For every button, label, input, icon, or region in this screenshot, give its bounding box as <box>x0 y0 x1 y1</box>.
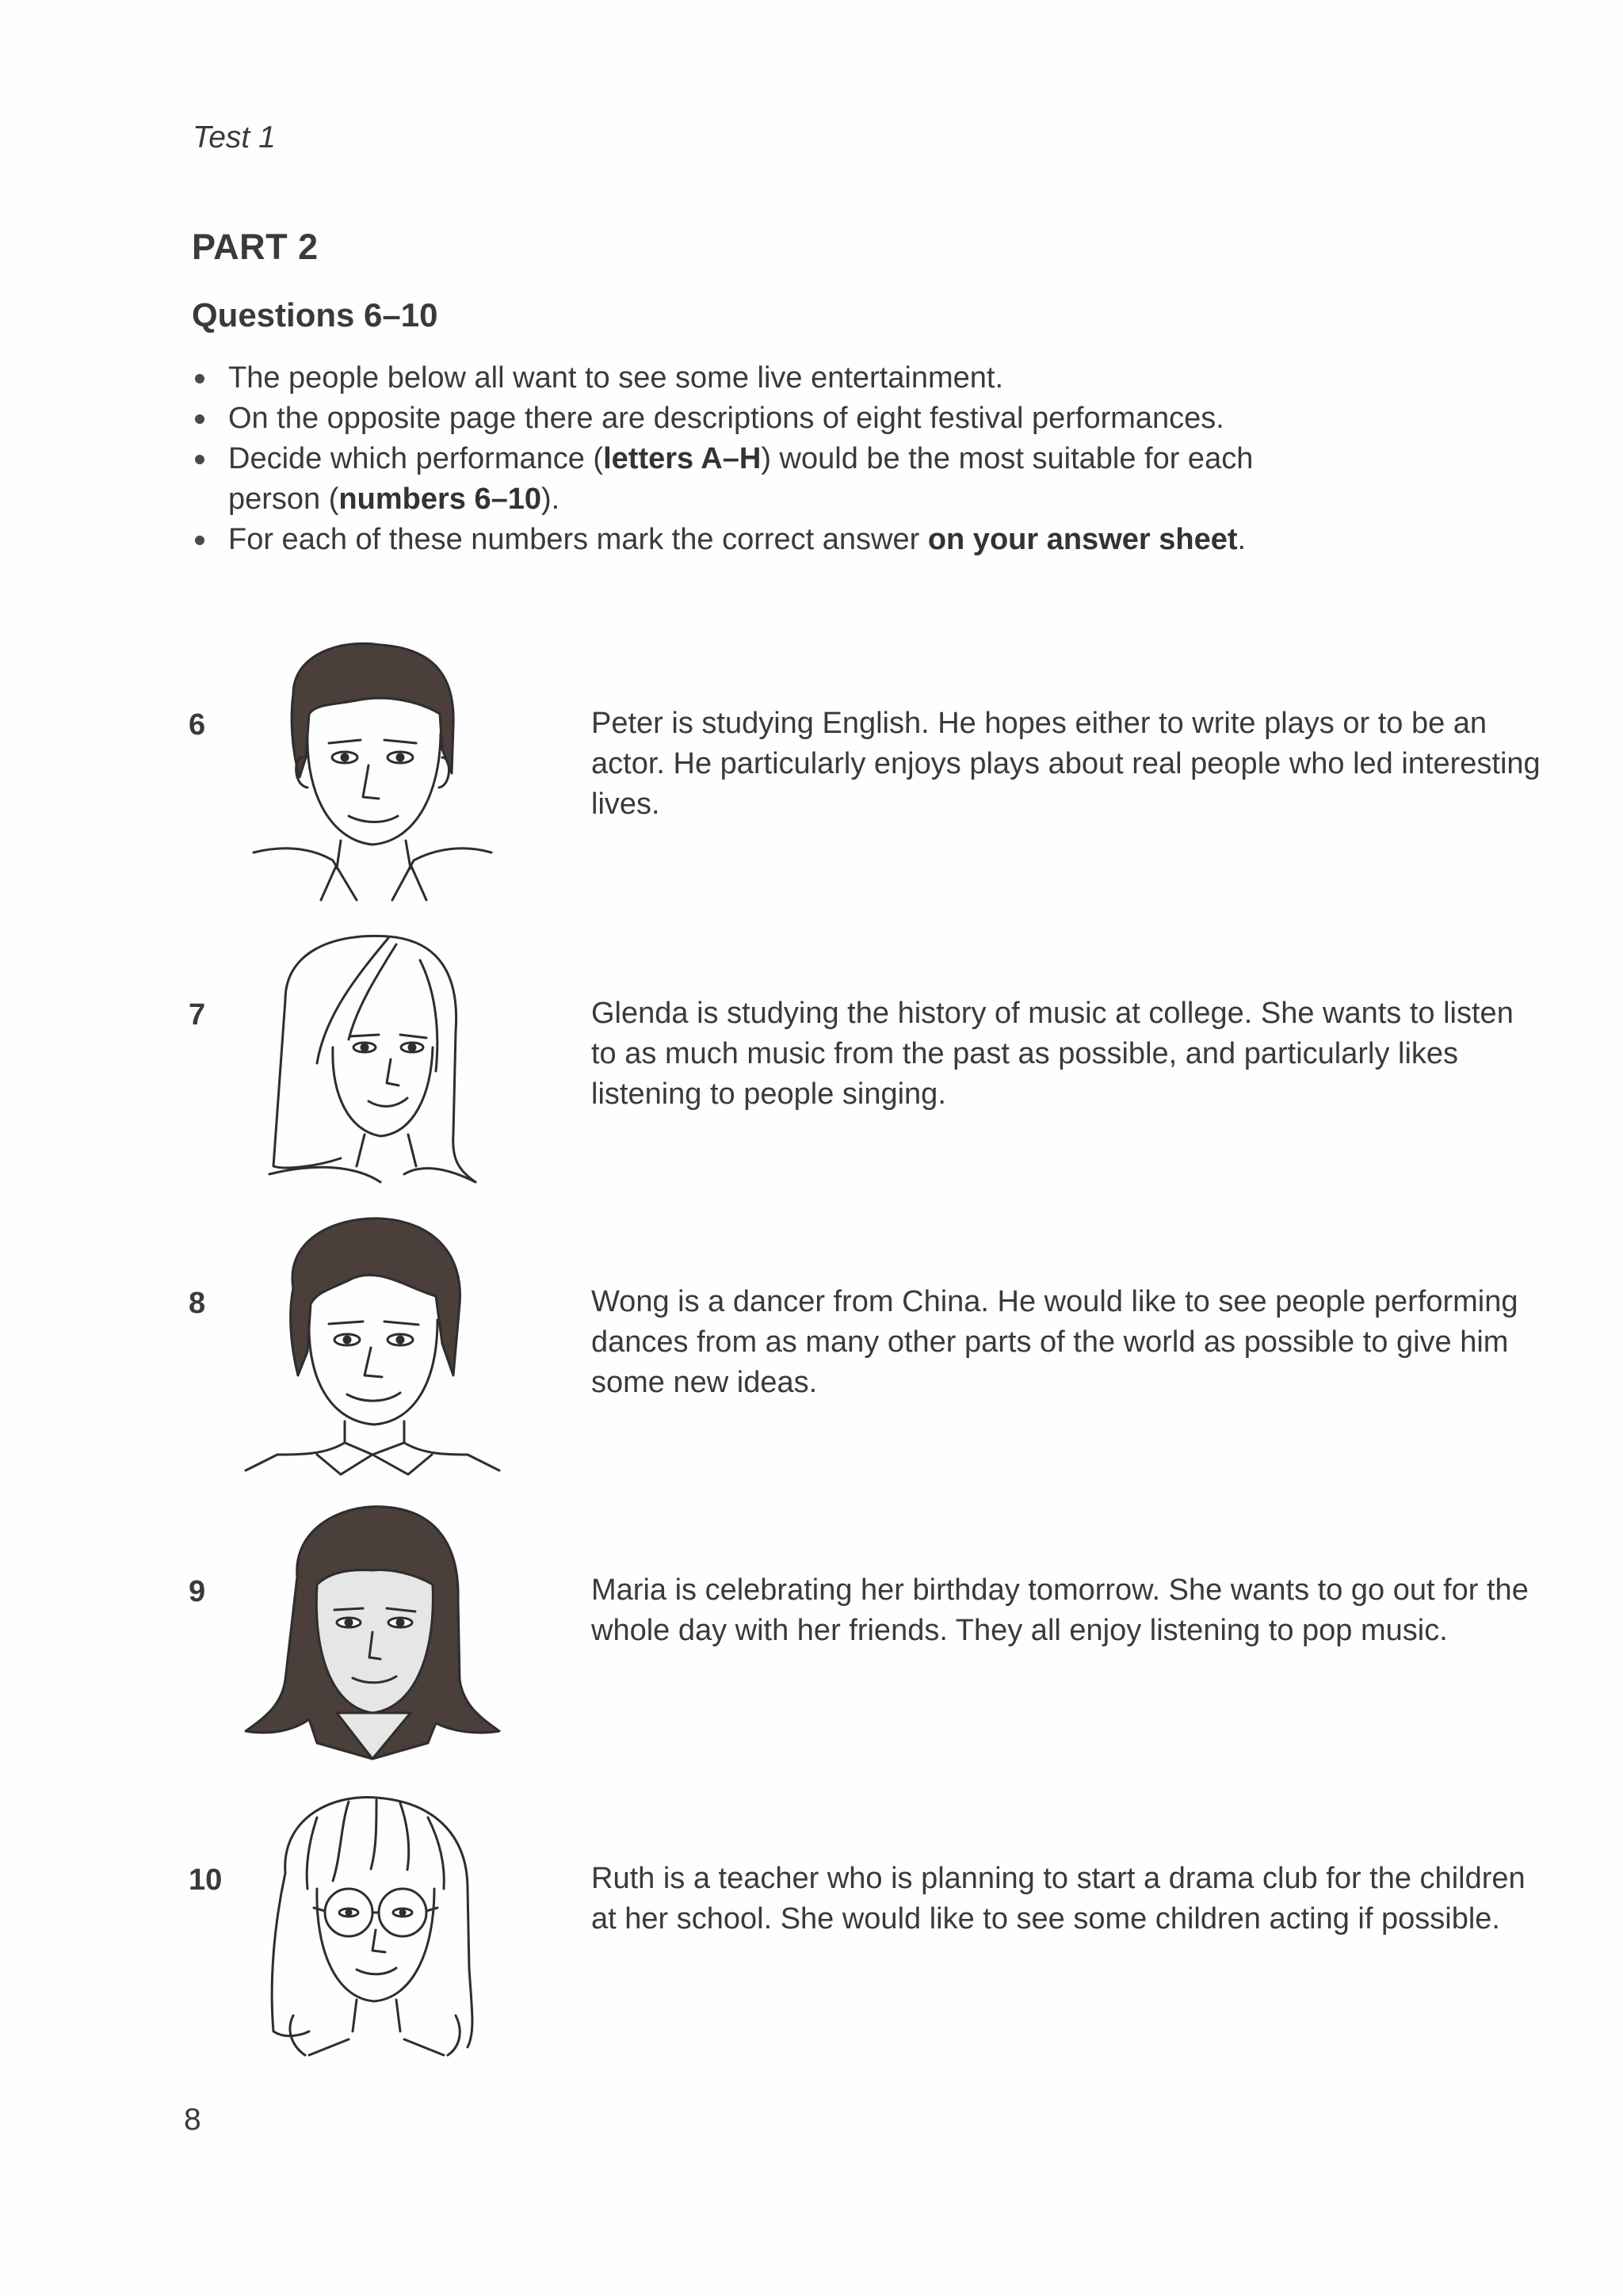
bullet-icon <box>195 414 204 424</box>
woman-with-glasses-portrait-icon <box>238 1794 507 2063</box>
person-number: 6 <box>189 708 206 742</box>
person-row-peter <box>0 639 1623 908</box>
page-number: 8 <box>184 2103 201 2137</box>
person-description: Maria is celebrating her birthday tomorrow. She wants to go out for the whole day with her friends. They all enjoy listening to pop music. <box>591 1573 1529 1647</box>
woman-portrait-icon <box>238 1505 507 1775</box>
running-head: Test 1 <box>193 120 276 154</box>
bullet-icon <box>195 455 204 464</box>
instructions-list <box>192 358 1381 560</box>
person-row-ruth <box>0 1794 1623 2063</box>
instruction-item: For each of these numbers mark the correct answer on your answer sheet. <box>192 520 1381 560</box>
man-portrait-icon <box>238 1217 507 1486</box>
person-number: 9 <box>189 1575 206 1608</box>
man-portrait-icon <box>238 639 507 908</box>
person-description: Wong is a dancer from China. He would like to see people performing dances from as many other parts of the world as possible to give him some new ideas. <box>591 1285 1518 1399</box>
bullet-icon <box>195 536 204 545</box>
person-number: 8 <box>189 1287 206 1320</box>
person-number: 7 <box>189 998 206 1032</box>
person-row-glenda <box>0 929 1623 1198</box>
questions-title: Questions 6–10 <box>192 296 438 334</box>
part-title: PART 2 <box>192 227 319 267</box>
person-row-maria <box>0 1505 1623 1775</box>
person-description: Ruth is a teacher who is planning to start a drama club for the children at her school. She would like to see some children acting if possible. <box>591 1862 1526 1936</box>
person-row-wong <box>0 1217 1623 1486</box>
person-description: Glenda is studying the history of music at college. She wants to listen to as much music from the past as possible, and particularly likes listening to people singing. <box>591 997 1514 1111</box>
instruction-item: Decide which performance (letters A–H) would be the most suitable for each person (numbers 6–10). <box>192 439 1381 520</box>
instruction-item: The people below all want to see some live entertainment. <box>192 358 1381 399</box>
bullet-icon <box>195 374 204 383</box>
person-description: Peter is studying English. He hopes either to write plays or to be an actor. He particularly enjoys plays about real people who led interesting lives. <box>591 707 1541 821</box>
instruction-item: On the opposite page there are descriptions of eight festival performances. <box>192 399 1381 439</box>
person-number: 10 <box>189 1863 223 1897</box>
woman-portrait-icon <box>238 929 507 1198</box>
